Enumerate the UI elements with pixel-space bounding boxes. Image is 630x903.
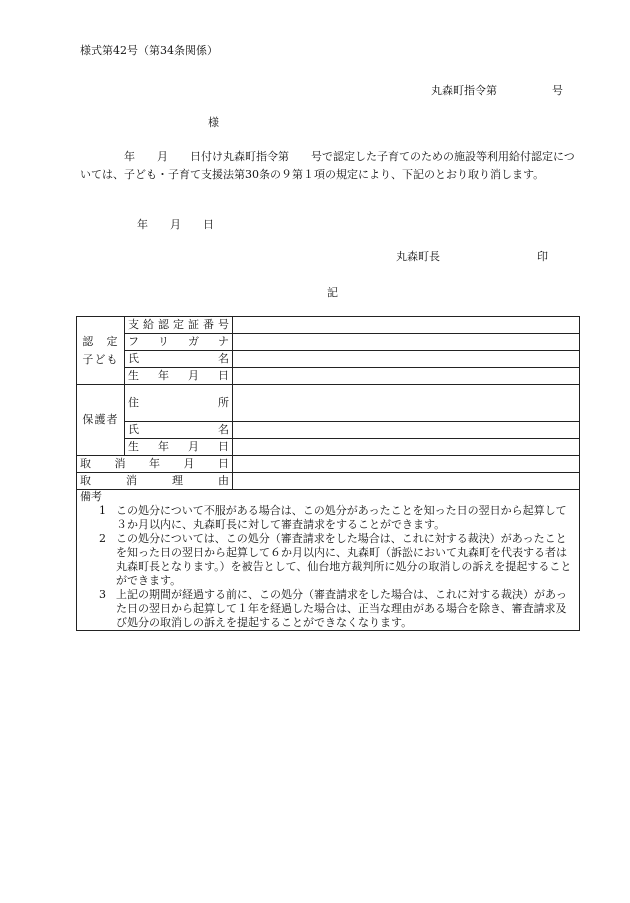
table-row xyxy=(77,317,580,334)
guardian-group-label: 保護者 xyxy=(77,385,125,456)
note-item xyxy=(80,532,576,588)
table-row xyxy=(77,439,580,456)
table-row xyxy=(77,385,580,422)
body-paragraph: 年 月 日付け丸森町指令第 号で認定した子育てのための施設等利用給付認定については、子ども・子育て支援法第30条の９第１項の規定により、下記のとおり取り消します。 xyxy=(80,150,575,181)
child-name-value[interactable] xyxy=(233,351,580,368)
notes-cell xyxy=(77,490,580,631)
child-birthdate-label xyxy=(125,368,233,385)
guardian-name-value[interactable] xyxy=(233,422,580,439)
form-number: 様式第42号（第34条関係） xyxy=(80,44,218,57)
cancel-date-label-text: 取 消 年 月 日 xyxy=(80,457,229,470)
issuer-title: 丸森町長 xyxy=(396,250,440,263)
document-number: 丸森町指令第 号 xyxy=(431,84,563,97)
table-row xyxy=(77,473,580,490)
cancel-reason-value[interactable] xyxy=(233,473,580,490)
note-text: この処分については、この処分（審査請求をした場合は、これに対する裁決）があったことを知った日の翌日から起算して６か月以内に、丸森町（訴訟において丸森町を代表する者は丸森町長となります。）を被告として、仙台地方裁判所に処分の取消しの訴えを提起することができます。 xyxy=(116,532,572,587)
cancellation-form-table xyxy=(76,316,580,631)
cancel-date-value[interactable] xyxy=(233,456,580,473)
child-name-label-text: 氏 名 xyxy=(128,352,229,365)
child-group-label: 認 定 子ども xyxy=(77,317,125,385)
addressee-suffix: 様 xyxy=(208,116,219,129)
cert-number-label-text: 支 給 認 定 証 番 号 xyxy=(128,318,229,331)
cancel-reason-label xyxy=(77,473,233,490)
furigana-value[interactable] xyxy=(233,334,580,351)
guardian-name-label-text: 氏 名 xyxy=(128,423,229,436)
notes-title: 備考 xyxy=(80,490,102,503)
child-birthdate-value[interactable] xyxy=(233,368,580,385)
table-row xyxy=(77,456,580,473)
guardian-name-label xyxy=(125,422,233,439)
furigana-label xyxy=(125,334,233,351)
table-row xyxy=(77,422,580,439)
cancel-date-label xyxy=(77,456,233,473)
cancel-reason-label-text: 取 消 理 由 xyxy=(80,474,229,487)
issue-date: 年 月 日 xyxy=(137,218,214,231)
guardian-birthdate-label-text: 生 年 月 日 xyxy=(128,440,229,453)
note-text: 上記の期間が経過する前に、この処分（審査請求をした場合は、これに対する裁決）があった日の翌日から起算して１年を経過した場合は、正当な理由がある場合を除き、審査請求及び処分の取消しの訴えを提起することができなくなります。 xyxy=(116,588,567,629)
cert-number-value[interactable] xyxy=(233,317,580,334)
guardian-address-label-text: 住 所 xyxy=(128,396,229,409)
guardian-address-value[interactable] xyxy=(233,385,580,422)
note-number: 2 xyxy=(99,532,106,545)
note-number: 3 xyxy=(99,588,106,601)
ki-heading: 記 xyxy=(327,286,338,299)
table-row xyxy=(77,351,580,368)
note-item xyxy=(80,588,576,630)
guardian-birthdate-label xyxy=(125,439,233,456)
note-number: 1 xyxy=(99,504,106,517)
furigana-label-text: フ リ ガ ナ xyxy=(128,335,229,348)
guardian-birthdate-value[interactable] xyxy=(233,439,580,456)
note-text: この処分について不服がある場合は、この処分があったことを知った日の翌日から起算して３か月以内に、丸森町長に対して審査請求をすることができます。 xyxy=(116,504,567,531)
table-row xyxy=(77,368,580,385)
child-birthdate-label-text: 生 年 月 日 xyxy=(128,369,229,382)
child-name-label xyxy=(125,351,233,368)
note-item xyxy=(80,504,576,532)
seal-mark: 印 xyxy=(537,250,548,263)
table-row xyxy=(77,334,580,351)
guardian-address-label xyxy=(125,385,233,422)
cert-number-label xyxy=(125,317,233,334)
table-row xyxy=(77,490,580,631)
